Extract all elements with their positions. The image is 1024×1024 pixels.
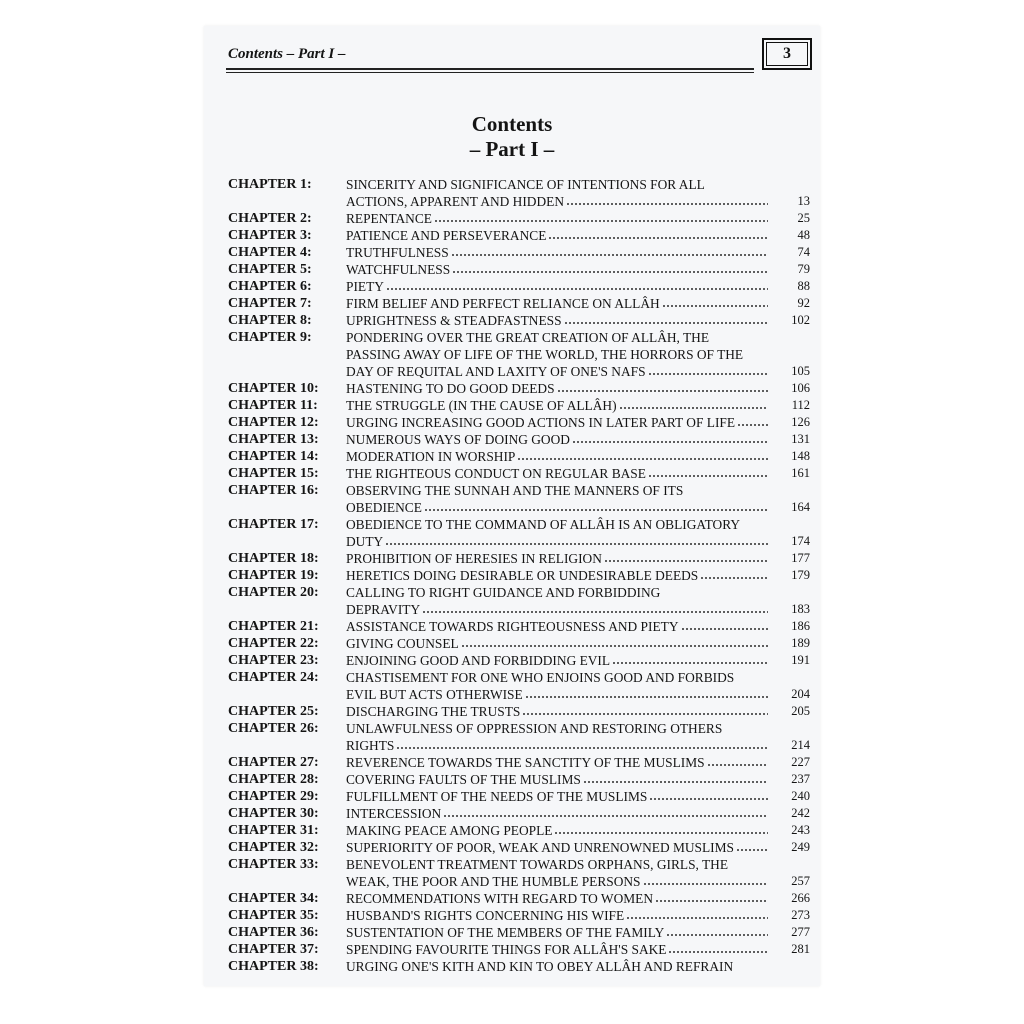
toc-entry <box>228 669 818 703</box>
chapter-title-line: UPRIGHTNESS & STEADFASTNESS <box>346 313 562 328</box>
chapter-title <box>346 397 768 414</box>
dot-leader <box>700 576 768 580</box>
toc-entry <box>228 516 818 550</box>
chapter-title-line: ENJOINING GOOD AND FORBIDDING EVIL <box>346 653 611 668</box>
chapter-title-line: MAKING PEACE AMONG PEOPLE <box>346 823 553 838</box>
chapter-label: CHAPTER 10: <box>228 381 319 396</box>
dot-leader <box>386 287 768 291</box>
chapter-label: CHAPTER 3: <box>228 228 312 243</box>
chapter-page-number: 281 <box>791 942 810 956</box>
chapter-title-line: THE STRUGGLE (IN THE CAUSE OF ALLÂH) <box>346 398 617 413</box>
dot-leader <box>662 304 768 308</box>
toc-entry <box>228 941 818 958</box>
chapter-page-number: 249 <box>791 840 810 854</box>
chapter-page-number: 112 <box>791 398 810 412</box>
chapter-label: CHAPTER 9: <box>228 330 312 345</box>
chapter-title-line: REVERENCE TOWARDS THE SANCTITY OF THE MUSLIMS <box>346 755 705 770</box>
chapter-label: CHAPTER 38: <box>228 959 319 974</box>
toc-entry <box>228 567 818 584</box>
toc-entry <box>228 431 818 448</box>
chapter-page-number: 277 <box>791 925 810 939</box>
toc-entry <box>228 261 818 278</box>
chapter-label: CHAPTER 22: <box>228 636 319 651</box>
toc-entry <box>228 856 818 890</box>
chapter-title-line: MODERATION IN WORSHIP <box>346 449 516 464</box>
chapter-title <box>346 839 768 856</box>
chapter-label: CHAPTER 8: <box>228 313 312 328</box>
chapter-title <box>346 822 768 839</box>
running-head: Contents – Part I – <box>228 46 346 62</box>
toc-entry <box>228 652 818 669</box>
chapter-title <box>346 703 768 720</box>
chapter-title-line: URGING ONE'S KITH AND KIN TO OBEY ALLÂH AND REFRAIN <box>346 959 734 974</box>
toc-entry <box>228 482 818 516</box>
chapter-label: CHAPTER 5: <box>228 262 312 277</box>
chapter-label: CHAPTER 28: <box>228 772 319 787</box>
chapter-page-number: 48 <box>797 228 810 242</box>
toc-entry <box>228 465 818 482</box>
dot-leader <box>517 457 768 461</box>
dot-leader <box>572 440 768 444</box>
dot-leader <box>583 780 768 784</box>
chapter-label: CHAPTER 25: <box>228 704 319 719</box>
dot-leader <box>434 219 768 223</box>
chapter-title-line: INTERCESSION <box>346 806 442 821</box>
chapter-title-line: URGING INCREASING GOOD ACTIONS IN LATER PART OF LIFE <box>346 415 736 430</box>
chapter-title-line: COVERING FAULTS OF THE MUSLIMS <box>346 772 581 787</box>
chapter-title-line: CHASTISEMENT FOR ONE WHO ENJOINS GOOD AND FORBIDS <box>346 670 735 685</box>
toc-entry <box>228 907 818 924</box>
chapter-title <box>346 414 768 431</box>
chapter-page-number: 177 <box>791 551 810 565</box>
header-rule <box>226 68 754 70</box>
toc-entry <box>228 703 818 720</box>
chapter-label: CHAPTER 36: <box>228 925 319 940</box>
toc-entry <box>228 550 818 567</box>
dot-leader <box>736 848 768 852</box>
chapter-title-line: SINCERITY AND SIGNIFICANCE OF INTENTIONS FOR ALL <box>346 177 705 192</box>
chapter-page-number: 266 <box>791 891 810 905</box>
chapter-label: CHAPTER 26: <box>228 721 319 736</box>
dot-leader <box>443 814 768 818</box>
toc-entry <box>228 329 818 380</box>
chapter-title-line: ACTIONS, APPARENT AND HIDDEN <box>346 194 564 209</box>
dot-leader <box>461 644 768 648</box>
chapter-title <box>346 941 768 958</box>
toc-entry <box>228 805 818 822</box>
chapter-page-number: 191 <box>791 653 810 667</box>
chapter-title-line: DAY OF REQUITAL AND LAXITY OF ONE'S NAFS <box>346 364 646 379</box>
toc-entry <box>228 771 818 788</box>
chapter-page-number: 106 <box>791 381 810 395</box>
dot-leader <box>707 763 768 767</box>
chapter-page-number: 164 <box>791 500 810 514</box>
chapter-title-line: PIETY <box>346 279 384 294</box>
chapter-label: CHAPTER 6: <box>228 279 312 294</box>
chapter-page-number: 183 <box>791 602 810 616</box>
dot-leader <box>385 542 768 546</box>
chapter-title <box>346 431 768 448</box>
dot-leader <box>612 661 768 665</box>
chapter-page-number: 243 <box>791 823 810 837</box>
chapter-page-number: 273 <box>791 908 810 922</box>
chapter-page-number: 161 <box>791 466 810 480</box>
chapter-title <box>346 669 768 703</box>
chapter-label: CHAPTER 29: <box>228 789 319 804</box>
chapter-title-line: SPENDING FAVOURITE THINGS FOR ALLÂH'S SAKE <box>346 942 667 957</box>
chapter-title-line: DEPRAVITY <box>346 602 421 617</box>
toc-entry <box>228 244 818 261</box>
chapter-title <box>346 482 768 516</box>
dot-leader <box>648 372 768 376</box>
chapter-title <box>346 618 768 635</box>
toc-entry <box>228 924 818 941</box>
chapter-title-line: PASSING AWAY OF LIFE OF THE WORLD, THE HORRORS OF THE <box>346 347 744 362</box>
chapter-label: CHAPTER 17: <box>228 517 319 532</box>
chapter-title-line: WEAK, THE POOR AND THE HUMBLE PERSONS <box>346 874 641 889</box>
chapter-title <box>346 924 768 941</box>
chapter-title <box>346 635 768 652</box>
chapter-label: CHAPTER 12: <box>228 415 319 430</box>
chapter-page-number: 189 <box>791 636 810 650</box>
dot-leader <box>666 933 768 937</box>
toc-entry <box>228 754 818 771</box>
chapter-label: CHAPTER 33: <box>228 857 319 872</box>
dot-leader <box>619 406 768 410</box>
chapter-title <box>346 652 768 669</box>
dot-leader <box>655 899 768 903</box>
dot-leader <box>737 423 768 427</box>
toc-entry <box>228 822 818 839</box>
toc-entry <box>228 414 818 431</box>
chapter-title <box>346 312 768 329</box>
chapter-title-line: EVIL BUT ACTS OTHERWISE <box>346 687 523 702</box>
toc-entry <box>228 176 818 210</box>
book-page <box>204 26 820 986</box>
toc-entry <box>228 210 818 227</box>
chapter-page-number: 74 <box>797 245 810 259</box>
chapter-label: CHAPTER 4: <box>228 245 312 260</box>
dot-leader <box>648 474 768 478</box>
chapter-title <box>346 516 768 550</box>
dot-leader <box>604 559 768 563</box>
chapter-page-number: 174 <box>791 534 810 548</box>
toc-entry <box>228 958 818 975</box>
chapter-page-number: 13 <box>797 194 810 208</box>
dot-leader <box>525 695 768 699</box>
chapter-label: CHAPTER 37: <box>228 942 319 957</box>
chapter-page-number: 205 <box>791 704 810 718</box>
dot-leader <box>681 627 769 631</box>
chapter-title <box>346 278 768 295</box>
toc-entry <box>228 227 818 244</box>
dot-leader <box>422 610 768 614</box>
chapter-title-line: UNLAWFULNESS OF OPPRESSION AND RESTORING OTHERS <box>346 721 723 736</box>
chapter-label: CHAPTER 21: <box>228 619 319 634</box>
chapter-page-number: 92 <box>797 296 810 310</box>
chapter-title-line: FIRM BELIEF AND PERFECT RELIANCE ON ALLÂH <box>346 296 660 311</box>
chapter-title-line: DUTY <box>346 534 384 549</box>
chapter-title <box>346 788 768 805</box>
chapter-page-number: 126 <box>791 415 810 429</box>
dot-leader <box>626 916 768 920</box>
dot-leader <box>451 253 768 257</box>
chapter-title-line: DISCHARGING THE TRUSTS <box>346 704 521 719</box>
chapter-title <box>346 227 768 244</box>
dot-leader <box>424 508 768 512</box>
chapter-label: CHAPTER 24: <box>228 670 319 685</box>
chapter-page-number: 204 <box>791 687 810 701</box>
contents-heading <box>204 112 820 162</box>
chapter-label: CHAPTER 13: <box>228 432 319 447</box>
chapter-page-number: 88 <box>797 279 810 293</box>
chapter-title <box>346 244 768 261</box>
dot-leader <box>522 712 768 716</box>
chapter-title <box>346 329 768 380</box>
chapter-page-number: 148 <box>791 449 810 463</box>
chapter-title <box>346 448 768 465</box>
chapter-title-line: PONDERING OVER THE GREAT CREATION OF ALLÂH, THE <box>346 330 710 345</box>
chapter-title-line: WATCHFULNESS <box>346 262 451 277</box>
chapter-title <box>346 720 768 754</box>
chapter-title-line: RECOMMENDATIONS WITH REGARD TO WOMEN <box>346 891 653 906</box>
chapter-page-number: 227 <box>791 755 810 769</box>
chapter-title-line: PATIENCE AND PERSEVERANCE <box>346 228 547 243</box>
toc-entry <box>228 397 818 414</box>
chapter-label: CHAPTER 32: <box>228 840 319 855</box>
chapter-title-line: SUSTENTATION OF THE MEMBERS OF THE FAMILY <box>346 925 665 940</box>
chapter-title <box>346 210 768 227</box>
chapter-title-line: GIVING COUNSEL <box>346 636 459 651</box>
chapter-title <box>346 176 768 210</box>
chapter-title-line: HUSBAND'S RIGHTS CONCERNING HIS WIFE <box>346 908 625 923</box>
chapter-page-number: 257 <box>791 874 810 888</box>
dot-leader <box>564 321 768 325</box>
dot-leader <box>649 797 768 801</box>
chapter-title-line: HASTENING TO DO GOOD DEEDS <box>346 381 555 396</box>
chapter-page-number: 105 <box>791 364 810 378</box>
chapter-title <box>346 805 768 822</box>
dot-leader <box>643 882 769 886</box>
dot-leader <box>554 831 768 835</box>
header-rule-thin <box>226 72 754 73</box>
chapter-label: CHAPTER 16: <box>228 483 319 498</box>
toc-entry <box>228 788 818 805</box>
chapter-label: CHAPTER 23: <box>228 653 319 668</box>
chapter-label: CHAPTER 34: <box>228 891 319 906</box>
chapter-title-line: BENEVOLENT TREATMENT TOWARDS ORPHANS, GIRLS, THE <box>346 857 729 872</box>
toc-entry <box>228 448 818 465</box>
chapter-label: CHAPTER 18: <box>228 551 319 566</box>
chapter-label: CHAPTER 15: <box>228 466 319 481</box>
chapter-title-line: OBEDIENCE <box>346 500 422 515</box>
chapter-title <box>346 465 768 482</box>
chapter-title <box>346 380 768 397</box>
chapter-title-line: HERETICS DOING DESIRABLE OR UNDESIRABLE DEEDS <box>346 568 699 583</box>
page-number-box: 3 <box>762 38 812 70</box>
dot-leader <box>557 389 768 393</box>
chapter-title-line: FULFILLMENT OF THE NEEDS OF THE MUSLIMS <box>346 789 648 804</box>
chapter-page-number: 179 <box>791 568 810 582</box>
dot-leader <box>396 746 768 750</box>
chapter-label: CHAPTER 27: <box>228 755 319 770</box>
heading-title: Contents <box>471 112 553 136</box>
toc-entry <box>228 584 818 618</box>
chapter-label: CHAPTER 11: <box>228 398 318 413</box>
chapter-title-line: THE RIGHTEOUS CONDUCT ON REGULAR BASE <box>346 466 646 481</box>
chapter-page-number: 242 <box>791 806 810 820</box>
chapter-title <box>346 754 768 771</box>
chapter-label: CHAPTER 14: <box>228 449 319 464</box>
chapter-page-number: 214 <box>791 738 810 752</box>
chapter-title <box>346 907 768 924</box>
toc-entry <box>228 312 818 329</box>
chapter-title <box>346 771 768 788</box>
chapter-title <box>346 856 768 890</box>
toc-entry <box>228 278 818 295</box>
chapter-label: CHAPTER 7: <box>228 296 312 311</box>
chapter-label: CHAPTER 35: <box>228 908 319 923</box>
chapter-page-number: 186 <box>791 619 810 633</box>
chapter-title-line: NUMEROUS WAYS OF DOING GOOD <box>346 432 570 447</box>
chapter-page-number: 240 <box>791 789 810 803</box>
dot-leader <box>548 236 768 240</box>
chapter-title <box>346 261 768 278</box>
heading-subtitle: – Part I – <box>469 137 555 161</box>
chapter-label: CHAPTER 20: <box>228 585 319 600</box>
chapter-page-number: 131 <box>791 432 810 446</box>
dot-leader <box>566 202 768 206</box>
toc-entry <box>228 839 818 856</box>
dot-leader <box>668 950 768 954</box>
chapter-page-number: 237 <box>791 772 810 786</box>
chapter-title-line: OBSERVING THE SUNNAH AND THE MANNERS OF ITS <box>346 483 684 498</box>
chapter-page-number: 79 <box>797 262 810 276</box>
chapter-title-line: CALLING TO RIGHT GUIDANCE AND FORBIDDING <box>346 585 661 600</box>
chapter-title <box>346 550 768 567</box>
chapter-title-line: SUPERIORITY OF POOR, WEAK AND UNRENOWNED MUSLIMS <box>346 840 734 855</box>
chapter-title-line: TRUTHFULNESS <box>346 245 449 260</box>
chapter-title-line: ASSISTANCE TOWARDS RIGHTEOUSNESS AND PIETY <box>346 619 679 634</box>
chapter-label: CHAPTER 19: <box>228 568 319 583</box>
chapter-page-number: 25 <box>797 211 810 225</box>
toc-entry <box>228 380 818 397</box>
chapter-title <box>346 584 768 618</box>
table-of-contents <box>228 176 818 975</box>
chapter-title <box>346 567 768 584</box>
chapter-label: CHAPTER 1: <box>228 177 312 192</box>
toc-entry <box>228 720 818 754</box>
chapter-title <box>346 890 768 907</box>
toc-entry <box>228 890 818 907</box>
chapter-title <box>346 295 768 312</box>
toc-entry <box>228 618 818 635</box>
chapter-title <box>346 958 768 975</box>
chapter-title-line: RIGHTS <box>346 738 395 753</box>
chapter-title-line: REPENTANCE <box>346 211 432 226</box>
chapter-label: CHAPTER 2: <box>228 211 312 226</box>
toc-entry <box>228 295 818 312</box>
chapter-label: CHAPTER 31: <box>228 823 319 838</box>
chapter-label: CHAPTER 30: <box>228 806 319 821</box>
toc-entry <box>228 635 818 652</box>
dot-leader <box>452 270 768 274</box>
chapter-title-line: OBEDIENCE TO THE COMMAND OF ALLÂH IS AN OBLIGATORY <box>346 517 741 532</box>
chapter-title-line: PROHIBITION OF HERESIES IN RELIGION <box>346 551 602 566</box>
chapter-page-number: 102 <box>791 313 810 327</box>
